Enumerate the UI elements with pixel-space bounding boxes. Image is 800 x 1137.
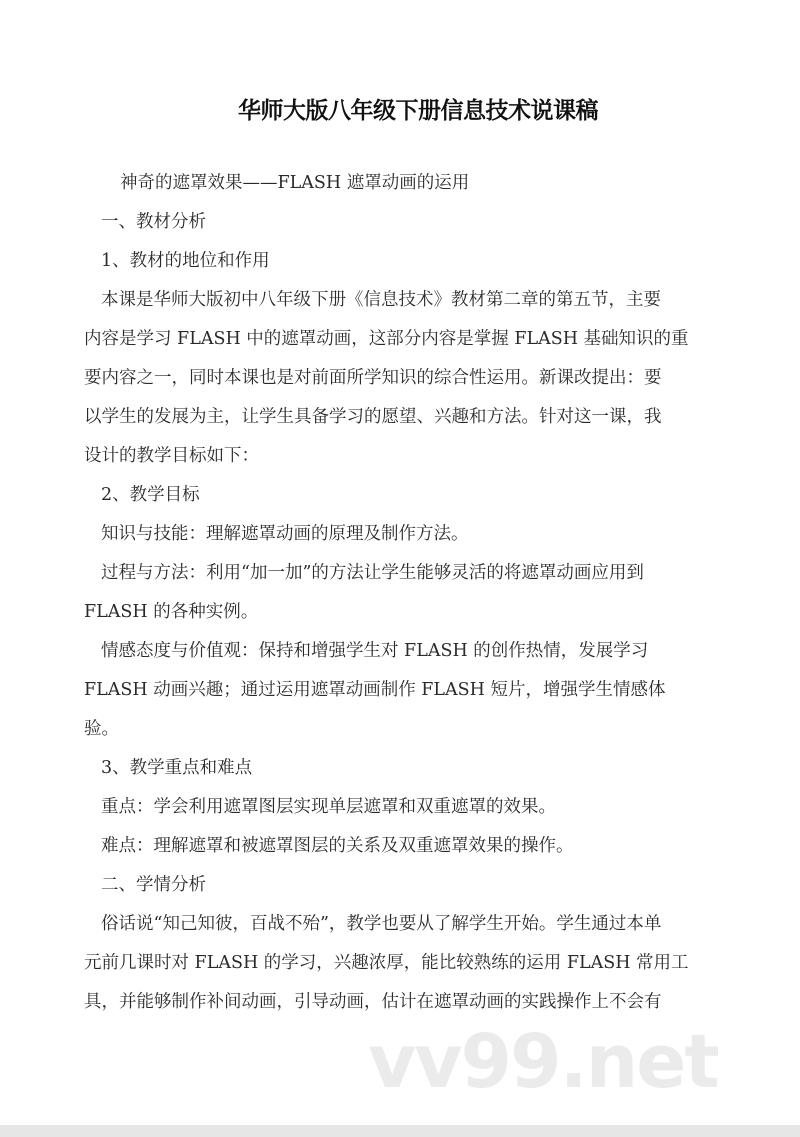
text-line: 一、教材分析 <box>101 212 206 232</box>
text-line: 二、学情分析 <box>101 875 206 895</box>
text-line: 情感态度与价值观：保持和增强学生对 FLASH 的创作热情，发展学习 <box>101 641 649 661</box>
text-line: 过程与方法：利用“加一加”的方法让学生能够灵活的将遮罩动画应用到 <box>101 563 644 583</box>
document-title: 华师大版八年级下册信息技术说课稿 <box>238 98 598 124</box>
text-line: 元前几课时对 FLASH 的学习，兴趣浓厚，能比较熟练的运用 FLASH 常用工 <box>84 953 689 973</box>
text-line: 神奇的遮罩效果——FLASH 遮罩动画的运用 <box>120 173 470 193</box>
text-line: 俗话说“知己知彼，百战不殆”，教学也要从了解学生开始。学生通过本单 <box>101 914 662 934</box>
text-line: 难点：理解遮罩和被遮罩图层的关系及双重遮罩效果的操作。 <box>101 836 574 856</box>
text-line: 本课是华师大版初中八年级下册《信息技术》教材第二章的第五节，主要 <box>101 290 661 310</box>
text-line: 重点：学会利用遮罩图层实现单层遮罩和双重遮罩的效果。 <box>101 797 556 817</box>
text-line: FLASH 动画兴趣；通过运用遮罩动画制作 FLASH 短片，增强学生情感体 <box>84 680 666 700</box>
text-line: 要内容之一，同时本课也是对前面所学知识的综合性运用。新课改提出：要 <box>84 368 662 388</box>
text-line: 具，并能够制作补间动画，引导动画，估计在遮罩动画的实践操作上不会有 <box>84 992 662 1012</box>
text-line: 设计的教学目标如下： <box>84 446 259 466</box>
text-line: 验。 <box>84 719 119 739</box>
watermark: vv99.net <box>368 1019 718 1105</box>
text-line: 1、教材的地位和作用 <box>101 251 270 271</box>
text-line: FLASH 的各种实例。 <box>84 602 259 622</box>
text-line: 知识与技能：理解遮罩动画的原理及制作方法。 <box>101 524 469 544</box>
text-line: 以学生的发展为主，让学生具备学习的愿望、兴趣和方法。针对这一课，我 <box>84 407 662 427</box>
text-line: 3、教学重点和难点 <box>101 758 253 778</box>
page-gap <box>0 1125 800 1137</box>
text-line: 2、教学目标 <box>101 485 200 505</box>
text-line: 内容是学习 FLASH 中的遮罩动画，这部分内容是掌握 FLASH 基础知识的重 <box>84 329 689 349</box>
